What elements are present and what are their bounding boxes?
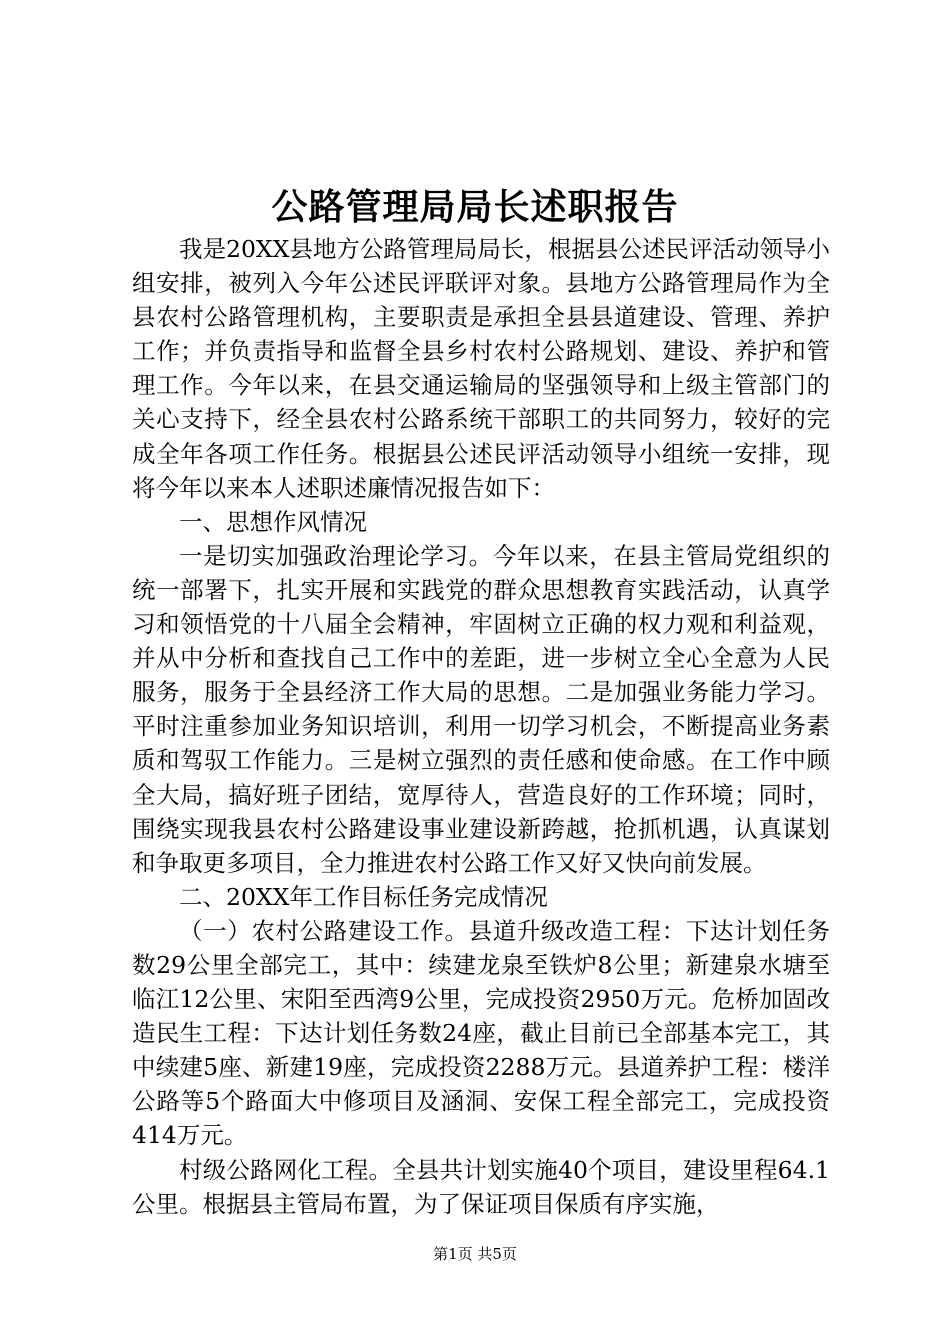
document-body	[132, 232, 830, 1221]
section-heading-2: 二、20XX年工作目标任务完成情况	[179, 882, 548, 911]
paragraph-intro: 我是20XX县地方公路管理局局长，根据县公述民评活动领导小组安排，被列入今年公述民评联评对象。县地方公路管理局作为全县农村公路管理机构，主要职责是承担全县县道建设、管理、养护工作；并负责指导和监督全县乡村农村公路规划、建设、养护和管理工作。今年以来，在县交通运输局的坚强领导和上级主管部门的关心支持下，经全县农村公路系统干部职工的共同努力，较好的完成全年各项工作任务。根据县公述民评活动领导小组统一安排，现将今年以来本人述职述廉情况报告如下：	[132, 235, 830, 502]
paragraph-village-roads: 村级公路网化工程。全县共计划实施40个项目，建设里程64.1公里。根据县主管局布置，为了保证项目保质有序实施，	[132, 1155, 830, 1218]
page-footer: 第1页 共5页	[433, 1245, 517, 1263]
paragraph-ideology: 一是切实加强政治理论学习。今年以来，在县主管局党组织的统一部署下，扎实开展和实践党的群众思想教育实践活动，认真学习和领悟党的十八届全会精神，牢固树立正确的权力观和利益观，并从中分析和查找自己工作中的差距，进一步树立全心全意为人民服务，服务于全县经济工作大局的思想。二是加强业务能力学习。平时注重参加业务知识培训，利用一切学习机会，不断提高业务素质和驾驭工作能力。三是树立强烈的责任感和使命感。在工作中顾全大局，搞好班子团结，宽厚待人，营造良好的工作环境；同时，围绕实现我县农村公路建设事业建设新跨越，抢抓机遇，认真谋划和争取更多项目，全力推进农村公路工作又好又快向前发展。	[132, 541, 830, 877]
document-title: 公路管理局局长述职报告	[271, 186, 679, 228]
section-heading-1: 一、思想作风情况	[179, 507, 367, 536]
paragraph-road-construction: （一）农村公路建设工作。县道升级改造工程：下达计划任务数29公里全部完工，其中：续建龙泉至铁炉8公里；新建泉水塘至临江12公里、宋阳至西湾9公里，完成投资2950万元。危桥加固改造民生工程：下达计划任务数24座，截止目前已全部基本完工，其中续建5座、新建19座，完成投资2288万元。县道养护工程：楼洋公路等5个路面大中修项目及涵洞、安保工程全部完工，完成投资414万元。	[132, 916, 830, 1150]
